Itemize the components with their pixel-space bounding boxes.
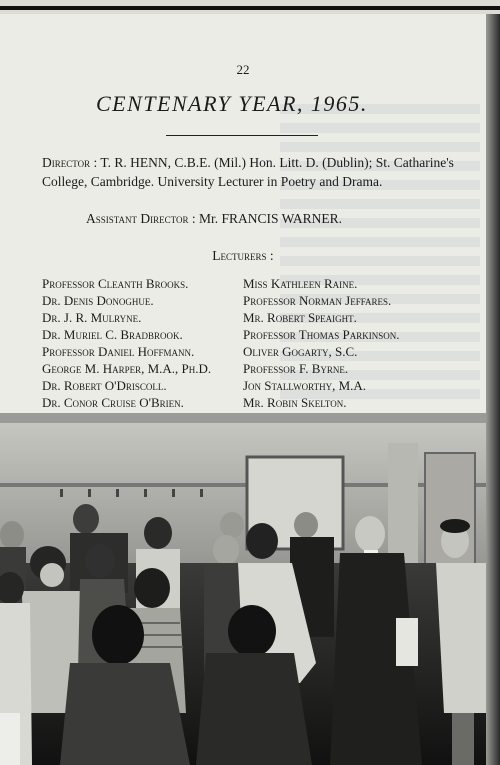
lecturer-name: Professor Thomas Parkinson. <box>243 327 400 342</box>
lecturers-list-right <box>243 275 399 411</box>
assistant-director-entry <box>86 211 342 227</box>
director-text: T. R. HENN, C.B.E. (Mil.) Hon. Litt. D. (Dublin); St. Catharine's College, Cambridge. University Lecturer in Poetry and Drama. <box>42 155 454 189</box>
lecturer-name: Dr. Robert O'Driscoll. <box>42 378 167 393</box>
lecturer-name: Dr. J. R. Mulryne. <box>42 310 142 325</box>
lecturer-name: George M. Harper, M.A., Ph.D. <box>42 361 212 376</box>
lecturer-name: Professor Norman Jeffares. <box>243 293 392 308</box>
assistant-director-name: Mr. FRANCIS WARNER. <box>199 211 343 226</box>
lecturer-name: Miss Kathleen Raine. <box>243 276 358 291</box>
lecturer-name: Professor Daniel Hoffmann. <box>42 344 195 359</box>
lecturer-name: Mr. Robert Speaight. <box>243 310 357 325</box>
binding-strip <box>0 0 500 14</box>
page-title: CENTENARY YEAR, 1965. <box>96 91 368 116</box>
page-number: 22 <box>236 62 250 77</box>
lecturer-name: Professor F. Byrne. <box>243 361 349 376</box>
lecturer-name: Dr. Muriel C. Bradbrook. <box>42 327 183 342</box>
lecturer-name: Dr. Denis Donoghue. <box>42 293 154 308</box>
group-photograph <box>0 413 486 765</box>
assistant-director-label: Assistant Director : <box>86 211 196 226</box>
title-divider <box>166 135 318 136</box>
lecturers-list-left <box>42 275 211 411</box>
director-entry <box>42 153 462 191</box>
lecturer-name: Jon Stallworthy, M.A. <box>243 378 367 393</box>
lecturer-name: Oliver Gogarty, S.C. <box>243 344 358 359</box>
page-edge-shadow <box>486 14 500 765</box>
lecturer-name: Mr. Robin Skelton. <box>243 395 347 410</box>
lecturers-heading: Lecturers : <box>212 248 274 263</box>
director-label: Director : <box>42 155 98 170</box>
lecturer-name: Dr. Conor Cruise O'Brien. <box>42 395 184 410</box>
lecturer-name: Professor Cleanth Brooks. <box>42 276 189 291</box>
